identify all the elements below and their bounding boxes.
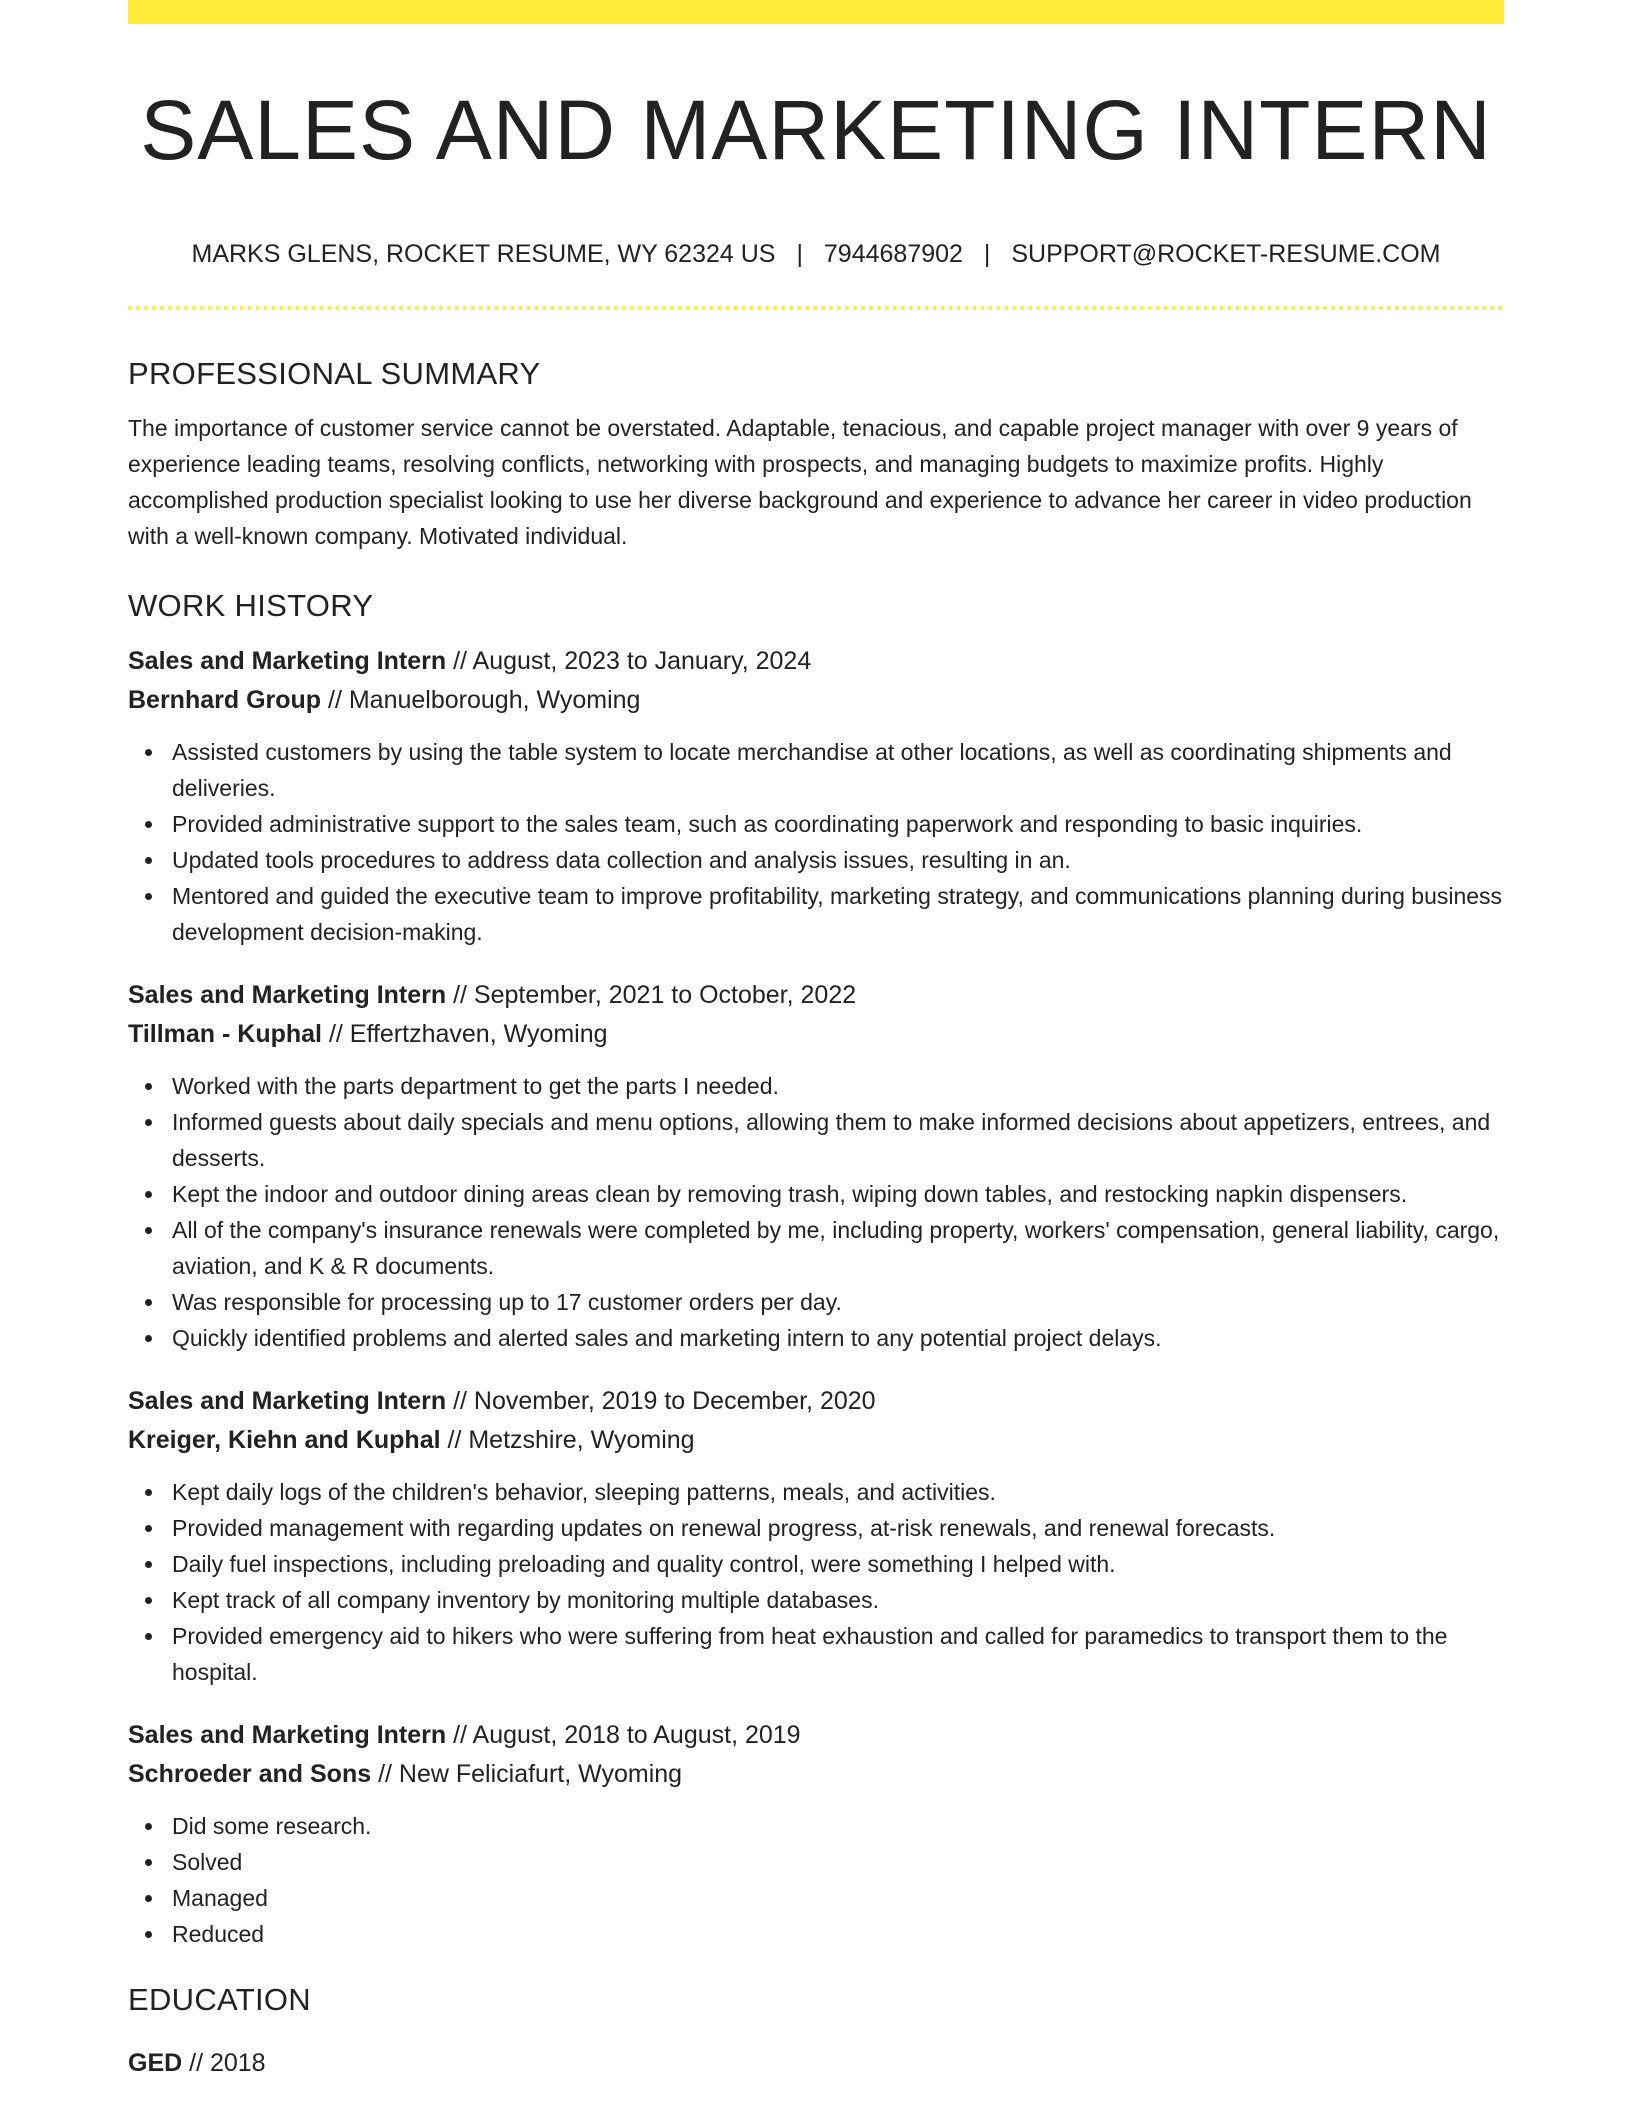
job-bullet: Worked with the parts department to get the parts I needed. — [172, 1068, 1504, 1104]
job-location: // New Feliciafurt, Wyoming — [371, 1760, 683, 1788]
job-location: // Metzshire, Wyoming — [440, 1426, 695, 1454]
dotted-divider — [128, 306, 1504, 310]
accent-top-bar — [128, 0, 1504, 24]
job-dates: // August, 2023 to January, 2024 — [446, 647, 812, 675]
job-bullet-list — [128, 1808, 1504, 1952]
job-company: Bernhard Group — [128, 686, 322, 714]
job-company-line — [128, 1015, 1504, 1054]
job-role: Sales and Marketing Intern — [128, 981, 447, 1009]
job-location: // Effertzhaven, Wyoming — [322, 1020, 608, 1048]
contact-address: MARKS GLENS, ROCKET RESUME, WY 62324 US — [191, 240, 776, 268]
education-section-title: EDUCATION — [128, 1982, 311, 2017]
job-bullet: Kept daily logs of the children's behavior, sleeping patterns, meals, and activities. — [172, 1474, 1504, 1510]
job-entry — [128, 1382, 1504, 1690]
job-bullet: Reduced — [172, 1916, 1504, 1952]
job-entry — [128, 1716, 1504, 1952]
job-bullet: Solved — [172, 1844, 1504, 1880]
job-bullet: Managed — [172, 1880, 1504, 1916]
summary-paragraph: The importance of customer service cannot be overstated. Adaptable, tenacious, and capable project manager with over 9 years of experience leading teams, resolving conflicts, networking with prospects, and managing budgets to maximize profits. Highly accomplished production specialist looking to use her diverse background and experience to advance her career in video production with a well-known company. Motivated individual. — [128, 415, 1472, 549]
education-degree: GED — [128, 2049, 183, 2077]
job-bullet: Kept track of all company inventory by monitoring multiple databases. — [172, 1582, 1504, 1618]
job-dates: // August, 2018 to August, 2019 — [446, 1721, 801, 1749]
job-bullet-list — [128, 734, 1504, 950]
job-bullet: All of the company's insurance renewals were completed by me, including property, workers' compensation, general liability, cargo, aviation, and K & R documents. — [172, 1212, 1504, 1284]
resume-content — [128, 352, 1504, 2083]
job-entry — [128, 976, 1504, 1356]
contact-separator: | — [796, 240, 803, 268]
job-bullet: Provided management with regarding updates on renewal progress, at-risk renewals, and renewal forecasts. — [172, 1510, 1504, 1546]
education-year: // 2018 — [182, 2049, 266, 2077]
job-role-line — [128, 1716, 1504, 1755]
job-dates: // November, 2019 to December, 2020 — [446, 1387, 876, 1415]
work-history-list — [128, 642, 1504, 1952]
job-bullet-list — [128, 1474, 1504, 1690]
contact-line — [128, 236, 1504, 272]
job-location: // Manuelborough, Wyoming — [321, 686, 641, 714]
job-company-line — [128, 681, 1504, 720]
job-role-line — [128, 976, 1504, 1015]
job-bullet: Mentored and guided the executive team to improve profitability, marketing strategy, and communications planning during business development decision-making. — [172, 878, 1504, 950]
job-dates: // September, 2021 to October, 2022 — [446, 981, 857, 1009]
job-bullet: Provided administrative support to the sales team, such as coordinating paperwork and responding to basic inquiries. — [172, 806, 1504, 842]
job-role: Sales and Marketing Intern — [128, 1387, 447, 1415]
job-company-line — [128, 1421, 1504, 1460]
resume-name-heading: SALES AND MARKETING INTERN — [140, 83, 1492, 177]
job-bullet: Informed guests about daily specials and menu options, allowing them to make informed decisions about appetizers, entrees, and desserts. — [172, 1104, 1504, 1176]
job-entry — [128, 642, 1504, 950]
work-history-section-title: WORK HISTORY — [128, 588, 374, 623]
contact-separator: | — [983, 240, 991, 268]
job-role-line — [128, 1382, 1504, 1421]
job-bullet: Was responsible for processing up to 17 customer orders per day. — [172, 1284, 1504, 1320]
summary-section-title: PROFESSIONAL SUMMARY — [128, 356, 541, 391]
job-bullet: Assisted customers by using the table system to locate merchandise at other locations, as well as coordinating shipments and deliveries. — [172, 734, 1504, 806]
job-bullet: Updated tools procedures to address data collection and analysis issues, resulting in an. — [172, 842, 1504, 878]
education-entry — [128, 2044, 1504, 2083]
job-company-line — [128, 1755, 1504, 1794]
job-bullet: Quickly identified problems and alerted sales and marketing intern to any potential project delays. — [172, 1320, 1504, 1356]
job-company: Kreiger, Kiehn and Kuphal — [128, 1426, 441, 1454]
job-bullet: Did some research. — [172, 1808, 1504, 1844]
contact-email: SUPPORT@ROCKET-RESUME.COM — [1011, 240, 1441, 268]
job-company: Tillman - Kuphal — [128, 1020, 322, 1048]
job-role: Sales and Marketing Intern — [128, 1721, 447, 1749]
job-role: Sales and Marketing Intern — [128, 647, 447, 675]
job-role-line — [128, 642, 1504, 681]
job-bullet: Kept the indoor and outdoor dining areas clean by removing trash, wiping down tables, and restocking napkin dispensers. — [172, 1176, 1504, 1212]
job-bullet-list — [128, 1068, 1504, 1356]
job-company: Schroeder and Sons — [128, 1760, 372, 1788]
job-bullet: Provided emergency aid to hikers who were suffering from heat exhaustion and called for paramedics to transport them to the hospital. — [172, 1618, 1504, 1690]
job-bullet: Daily fuel inspections, including preloading and quality control, were something I helped with. — [172, 1546, 1504, 1582]
contact-phone: 7944687902 — [823, 240, 963, 268]
